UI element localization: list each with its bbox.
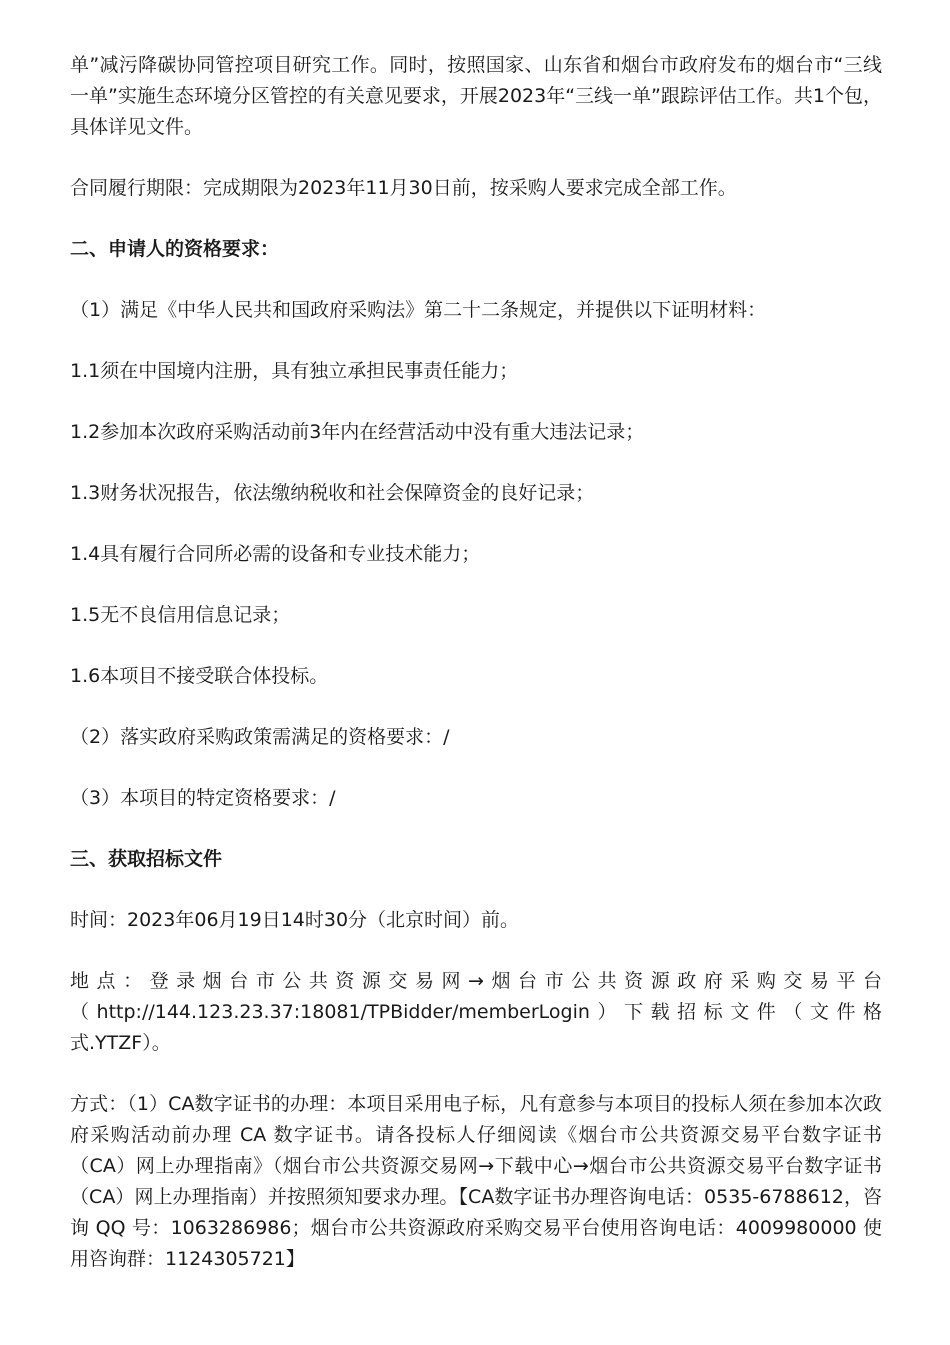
section3-heading: 三、获取招标文件 — [70, 848, 223, 870]
requirement-1-4: 1.4具有履行合同所必需的设备和专业技术能力； — [70, 543, 481, 565]
contract-period-paragraph: 合同履行期限：完成期限为2023年11月30日前，按采购人要求完成全部工作。 — [70, 177, 737, 199]
location-paragraph: 地点：登录烟台市公共资源交易网→烟台市公共资源政府采购交易平台（http://144.123.23.37:18081/TPBidder/memberLogin）下载招标文件（文件格式.YTZF）。 — [70, 970, 882, 1054]
requirement-1-6: 1.6本项目不接受联合体投标。 — [70, 665, 329, 687]
requirement-1-3: 1.3财务状况报告，依法缴纳税收和社会保障资金的良好记录； — [70, 482, 595, 504]
requirement-3: （3）本项目的特定资格要求：/ — [70, 787, 336, 809]
section2-heading: 二、申请人的资格要求： — [70, 238, 280, 260]
intro-paragraph: 单”减污降碳协同管控项目研究工作。同时，按照国家、山东省和烟台市政府发布的烟台市“三线一单”实施生态环境分区管控的有关意见要求，开展2023年“三线一单”跟踪评估工作。共1个包，具体详见文件。 — [70, 54, 882, 138]
method-paragraph: 方式：（1）CA数字证书的办理：本项目采用电子标，凡有意参与本项目的投标人须在参加本次政府采购活动前办理 CA 数字证书。请各投标人仔细阅读《烟台市公共资源交易平台数字证书（CA）网上办理指南》（烟台市公共资源交易网→下载中心→烟台市公共资源交易平台数字证书（CA）网上办理指南）并按照须知要求办理。【CA数字证书办理咨询电话：0535-6788612，咨询 QQ 号：1063286986；烟台市公共资源政府采购交易平台使用咨询电话：4009980000 使用咨询群：1124305721】 — [70, 1093, 882, 1270]
requirement-1: （1）满足《中华人民共和国政府采购法》第二十二条规定，并提供以下证明材料： — [70, 299, 767, 321]
time-paragraph: 时间：2023年06月19日14时30分（北京时间）前。 — [70, 909, 520, 931]
requirement-1-5: 1.5无不良信用信息记录； — [70, 604, 291, 626]
requirement-1-1: 1.1须在中国境内注册，具有独立承担民事责任能力； — [70, 360, 519, 382]
requirement-1-2: 1.2参加本次政府采购活动前3年内在经营活动中没有重大违法记录； — [70, 421, 645, 443]
requirement-2: （2）落实政府采购政策需满足的资格要求：/ — [70, 726, 450, 748]
document-page — [70, 50, 882, 1275]
